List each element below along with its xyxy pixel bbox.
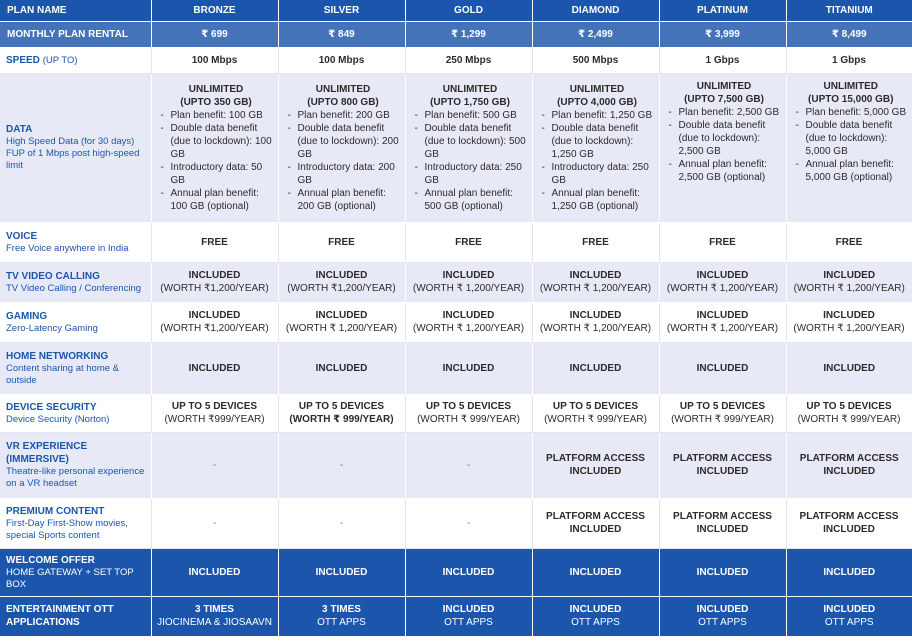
gaming-status: INCLUDED	[315, 310, 368, 321]
speed-value: 100 Mbps	[151, 47, 278, 73]
data-benefit: - Introductory data: 250 GB	[414, 161, 527, 187]
vr-label-2: (IMMERSIVE)	[6, 454, 69, 465]
data-headline: UNLIMITED	[823, 80, 878, 92]
speed-value: 100 Mbps	[278, 47, 405, 73]
data-benefit: - Plan benefit: 100 GB	[160, 109, 273, 122]
data-benefit: - Plan benefit: 1,250 GB	[541, 109, 654, 122]
welcome-sublabel: HOME GATEWAY + SET TOP BOX	[6, 566, 134, 590]
premium-included: INCLUDED	[823, 524, 875, 535]
security-sublabel: Device Security (Norton)	[6, 413, 110, 425]
welcome-value: INCLUDED	[315, 566, 368, 578]
data-label: DATA	[6, 124, 33, 135]
plan-header-diamond: DIAMOND	[532, 0, 659, 21]
security-label: DEVICE SECURITY	[6, 401, 97, 413]
home-networking-row	[0, 342, 912, 394]
tv-status: INCLUDED	[696, 270, 749, 281]
data-headline: UNLIMITED	[696, 80, 752, 92]
tv-calling-row	[0, 262, 912, 302]
data-benefit-list	[668, 106, 781, 184]
voice-sublabel: Free Voice anywhere in India	[6, 242, 129, 254]
gaming-label: GAMING	[6, 310, 48, 322]
home-value: INCLUDED	[315, 362, 368, 374]
data-cell-titanium	[786, 73, 912, 222]
voice-value: FREE	[709, 236, 736, 248]
voice-value: FREE	[328, 236, 355, 248]
plan-header-gold: GOLD	[405, 0, 532, 21]
ott-apps: OTT APPS	[571, 617, 620, 628]
voice-label: VOICE	[6, 230, 38, 242]
speed-value: 250 Mbps	[405, 47, 532, 73]
data-benefit: - Annual plan benefit: 500 GB (optional)	[414, 187, 527, 213]
ott-status: 3 TIMES	[195, 604, 234, 615]
tv-worth: (WORTH ₹1,200/YEAR)	[160, 283, 269, 294]
vr-access: PLATFORM ACCESS	[799, 453, 899, 464]
voice-value: FREE	[835, 236, 863, 248]
data-cell-diamond	[532, 73, 659, 222]
gaming-label-cell	[0, 302, 151, 342]
speed-sublabel: (UP TO)	[42, 54, 78, 66]
ott-apps: OTT APPS	[444, 617, 493, 628]
data-sublabel: FUP of 1 Mbps post high-speed limit	[6, 148, 140, 171]
premium-included: INCLUDED	[569, 524, 622, 535]
security-worth: (WORTH ₹999/YEAR)	[164, 414, 265, 425]
gaming-worth: (WORTH ₹ 1,200/YEAR)	[793, 323, 905, 334]
plan-name-label: PLAN NAME	[0, 0, 151, 21]
vr-experience-row	[0, 432, 912, 498]
home-label-cell	[0, 342, 151, 394]
vr-access: PLATFORM ACCESS	[673, 453, 772, 464]
security-worth: (WORTH ₹ 999/YEAR)	[544, 414, 647, 425]
vr-sublabel: Theatre-like personal experience on a VR headset	[6, 466, 145, 489]
vr-dash: -	[339, 459, 344, 471]
tv-worth: (WORTH ₹ 1,200/YEAR)	[666, 283, 779, 294]
data-benefit: - Annual plan benefit: 100 GB (optional)	[160, 187, 273, 213]
home-value: INCLUDED	[569, 362, 622, 374]
ott-label-cell	[0, 596, 151, 636]
welcome-value: INCLUDED	[569, 566, 622, 578]
device-security-row	[0, 394, 912, 432]
tv-label-cell	[0, 262, 151, 302]
premium-label: PREMIUM CONTENT	[6, 505, 105, 517]
data-cell-platinum	[659, 73, 786, 222]
gaming-row	[0, 302, 912, 342]
data-benefit: - Plan benefit: 500 GB	[414, 109, 527, 122]
data-benefit: - Introductory data: 250 GB	[541, 161, 654, 187]
welcome-value: INCLUDED	[442, 566, 495, 578]
data-sublabel: High Speed Data (for 30 days)	[6, 136, 135, 147]
data-benefit: - Double data benefit (due to lockdown): 200 GB	[287, 122, 400, 161]
security-worth: (WORTH ₹ 999/YEAR)	[289, 414, 394, 425]
premium-included: INCLUDED	[696, 524, 749, 535]
ott-status: INCLUDED	[569, 604, 622, 615]
ott-apps: OTT APPS	[698, 617, 747, 628]
tv-status: INCLUDED	[188, 270, 241, 281]
data-cell-gold	[405, 73, 532, 222]
security-devices: UP TO 5 DEVICES	[679, 401, 766, 412]
tv-status: INCLUDED	[823, 270, 876, 281]
plan-header-titanium: TITANIUM	[786, 0, 912, 21]
premium-sublabel: First-Day First-Show movies, special Sports content	[6, 517, 128, 541]
speed-label: SPEED	[6, 54, 40, 66]
premium-content-row	[0, 498, 912, 548]
vr-access: PLATFORM ACCESS	[546, 453, 645, 464]
data-row	[0, 73, 912, 222]
home-value: INCLUDED	[823, 362, 876, 374]
rental-price: ₹ 2,499	[532, 21, 659, 47]
gaming-worth: (WORTH ₹ 1,200/YEAR)	[539, 323, 652, 334]
security-worth: (WORTH ₹ 999/YEAR)	[797, 414, 901, 425]
data-benefit: - Introductory data: 50 GB	[160, 161, 273, 187]
data-cap: (UPTO 7,500 GB)	[684, 93, 764, 105]
data-benefit: - Introductory data: 200 GB	[287, 161, 400, 187]
home-value: INCLUDED	[188, 362, 241, 374]
security-devices: UP TO 5 DEVICES	[425, 401, 512, 412]
gaming-status: INCLUDED	[188, 310, 241, 321]
premium-dash: -	[466, 517, 471, 529]
rental-price: ₹ 849	[278, 21, 405, 47]
speed-label-cell	[0, 47, 151, 73]
data-benefit: - Annual plan benefit: 5,000 GB (optional)	[795, 158, 908, 184]
data-benefit: - Plan benefit: 5,000 GB	[795, 106, 908, 119]
data-benefit-list	[160, 109, 273, 213]
data-benefit-list	[541, 109, 654, 213]
data-benefit-list	[414, 109, 527, 213]
data-benefit: - Annual plan benefit: 1,250 GB (optional)	[541, 187, 654, 213]
data-benefit: - Double data benefit (due to lockdown): 1,250 GB	[541, 122, 654, 161]
vr-included: INCLUDED	[696, 466, 749, 477]
voice-value: FREE	[201, 236, 228, 248]
home-value: INCLUDED	[696, 362, 749, 374]
data-headline: UNLIMITED	[188, 83, 244, 95]
vr-included: INCLUDED	[569, 466, 622, 477]
data-cap: (UPTO 4,000 GB)	[557, 96, 637, 108]
gaming-status: INCLUDED	[823, 310, 875, 321]
welcome-value: INCLUDED	[188, 566, 241, 578]
vr-label: VR EXPERIENCE	[6, 441, 88, 452]
security-devices: UP TO 5 DEVICES	[552, 401, 639, 412]
tv-status: INCLUDED	[442, 270, 495, 281]
security-worth: (WORTH ₹ 999/YEAR)	[671, 414, 774, 425]
data-cell-bronze	[151, 73, 278, 222]
home-value: INCLUDED	[442, 362, 495, 374]
voice-label-cell	[0, 222, 151, 262]
ott-apps: OTT APPS	[317, 617, 366, 628]
data-cap: (UPTO 350 GB)	[180, 96, 252, 108]
speed-value: 500 Mbps	[532, 47, 659, 73]
rental-price: ₹ 699	[151, 21, 278, 47]
ott-label: ENTERTAINMENT OTT APPLICATIONS	[6, 604, 114, 628]
ott-row	[0, 596, 912, 636]
tv-status: INCLUDED	[315, 270, 368, 281]
premium-label-cell	[0, 498, 151, 548]
rental-price: ₹ 8,499	[786, 21, 912, 47]
tv-sublabel: TV Video Calling / Conferencing	[6, 282, 142, 294]
data-cap: (UPTO 800 GB)	[307, 96, 379, 108]
home-sublabel: Content sharing at home & outside	[6, 362, 120, 386]
data-cap: (UPTO 1,750 GB)	[430, 96, 510, 108]
gaming-worth: (WORTH ₹ 1,200/YEAR)	[285, 323, 398, 334]
premium-access: PLATFORM ACCESS	[799, 511, 899, 522]
data-label-cell	[0, 73, 151, 222]
ott-status: INCLUDED	[442, 604, 495, 615]
welcome-label-cell	[0, 548, 151, 596]
security-devices: UP TO 5 DEVICES	[171, 401, 258, 412]
rental-price: ₹ 1,299	[405, 21, 532, 47]
gaming-sublabel: Zero-Latency Gaming	[6, 322, 98, 334]
premium-dash: -	[212, 517, 217, 529]
tv-worth: (WORTH ₹ 1,200/YEAR)	[793, 283, 905, 294]
security-label-cell	[0, 394, 151, 432]
home-label: HOME NETWORKING	[6, 350, 109, 362]
speed-row	[0, 47, 912, 73]
data-benefit: - Double data benefit (due to lockdown): 2,500 GB	[668, 119, 781, 158]
premium-access: PLATFORM ACCESS	[546, 511, 645, 522]
data-benefit: - Double data benefit (due to lockdown): 500 GB	[414, 122, 527, 161]
speed-value: 1 Gbps	[659, 47, 786, 73]
gaming-status: INCLUDED	[696, 310, 749, 321]
tv-worth: (WORTH ₹ 1,200/YEAR)	[412, 283, 525, 294]
premium-dash: -	[339, 517, 344, 529]
tv-label: TV VIDEO CALLING	[6, 270, 100, 282]
data-headline: UNLIMITED	[569, 83, 625, 95]
data-cap: (UPTO 15,000 GB)	[808, 93, 894, 105]
data-benefit: - Plan benefit: 200 GB	[287, 109, 400, 122]
data-benefit: - Double data benefit (due to lockdown): 5,000 GB	[795, 119, 908, 158]
welcome-value: INCLUDED	[696, 566, 749, 578]
vr-dash: -	[466, 459, 471, 471]
ott-status: INCLUDED	[696, 604, 749, 615]
gaming-status: INCLUDED	[569, 310, 622, 321]
gaming-worth: (WORTH ₹ 1,200/YEAR)	[666, 323, 779, 334]
data-benefit: - Annual plan benefit: 2,500 GB (optional)	[668, 158, 781, 184]
tv-worth: (WORTH ₹ 1,200/YEAR)	[539, 283, 652, 294]
gaming-worth: (WORTH ₹ 1,200/YEAR)	[412, 323, 525, 334]
tv-worth: (WORTH ₹1,200/YEAR)	[287, 283, 396, 294]
plan-header-silver: SILVER	[278, 0, 405, 21]
data-headline: UNLIMITED	[442, 83, 498, 95]
voice-row	[0, 222, 912, 262]
vr-dash: -	[212, 459, 217, 471]
header-row	[0, 0, 912, 21]
data-benefit-list	[287, 109, 400, 213]
tv-status: INCLUDED	[569, 270, 622, 281]
data-benefit: - Plan benefit: 2,500 GB	[668, 106, 781, 119]
voice-value: FREE	[582, 236, 609, 248]
vr-included: INCLUDED	[823, 466, 876, 477]
data-benefit-list	[795, 106, 908, 184]
welcome-offer-row	[0, 548, 912, 596]
data-cell-silver	[278, 73, 405, 222]
premium-access: PLATFORM ACCESS	[673, 511, 772, 522]
plan-header-bronze: BRONZE	[151, 0, 278, 21]
ott-status: INCLUDED	[823, 604, 876, 615]
rental-label: MONTHLY PLAN RENTAL	[0, 21, 151, 47]
rental-row	[0, 21, 912, 47]
security-worth: (WORTH ₹ 999/YEAR)	[417, 414, 520, 425]
data-benefit: - Annual plan benefit: 200 GB (optional)	[287, 187, 400, 213]
rental-price: ₹ 3,999	[659, 21, 786, 47]
gaming-worth: (WORTH ₹1,200/YEAR)	[160, 323, 269, 334]
speed-value: 1 Gbps	[786, 47, 912, 73]
plan-header-platinum: PLATINUM	[659, 0, 786, 21]
ott-apps: OTT APPS	[824, 617, 874, 628]
vr-label-cell	[0, 432, 151, 498]
gaming-status: INCLUDED	[442, 310, 495, 321]
welcome-value: INCLUDED	[823, 566, 876, 578]
welcome-label: WELCOME OFFER	[6, 554, 95, 566]
ott-status: 3 TIMES	[322, 604, 361, 615]
data-benefit: - Double data benefit (due to lockdown): 100 GB	[160, 122, 273, 161]
ott-apps: JIOCINEMA & JIOSAAVN	[157, 617, 272, 628]
security-devices: UP TO 5 DEVICES	[298, 401, 385, 412]
data-headline: UNLIMITED	[315, 83, 371, 95]
voice-value: FREE	[455, 236, 482, 248]
security-devices: UP TO 5 DEVICES	[806, 401, 892, 412]
